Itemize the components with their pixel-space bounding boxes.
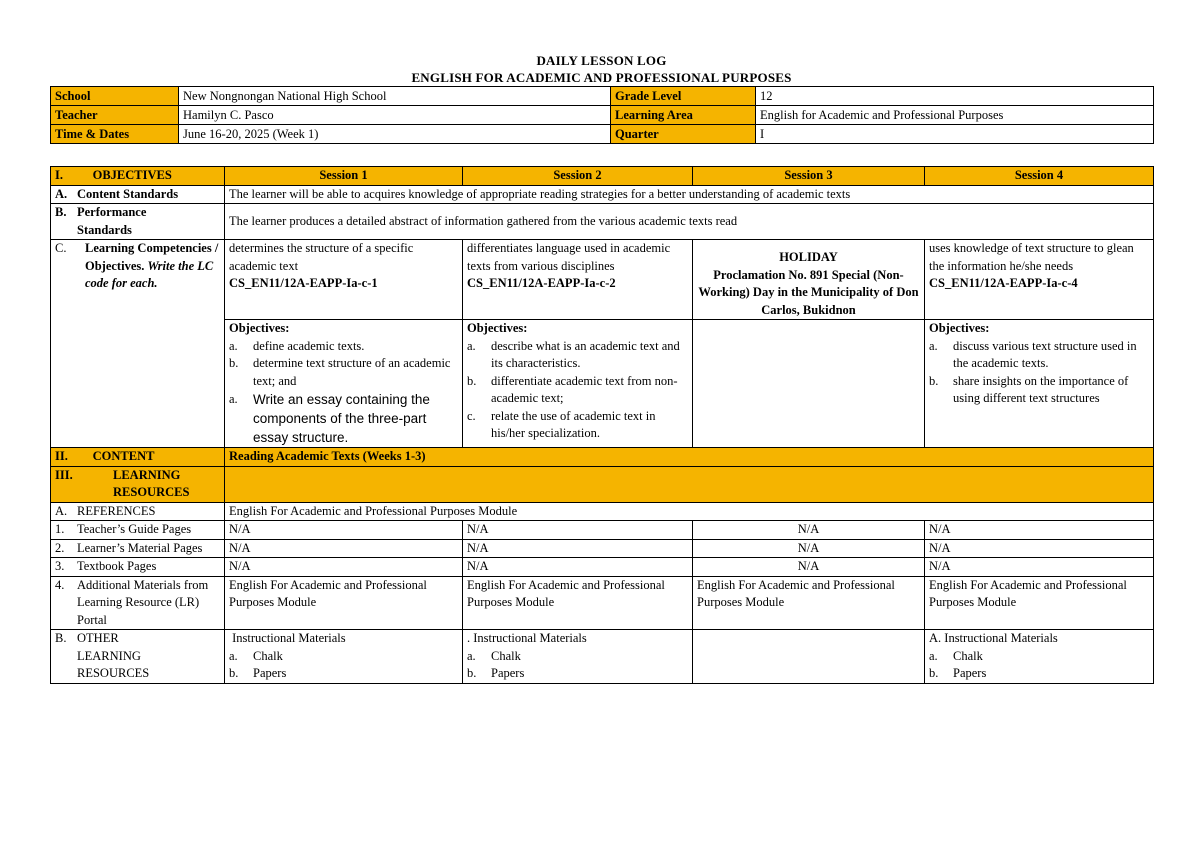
- session-1-header: Session 1: [225, 167, 463, 186]
- performance-standards-text: The learner produces a detailed abstract of information gathered from the various academic texts read: [225, 204, 1154, 240]
- list-item: b. Papers: [929, 666, 987, 680]
- quarter-value: I: [756, 125, 1154, 144]
- competency-session-4: uses knowledge of text structure to glean the information he/she needs CS_EN11/12A-EAPP-Ia-c-4: [925, 240, 1154, 320]
- content-standards-row: [51, 185, 1154, 204]
- list-item: a. Write an essay containing the components of the three-part essay structure.: [229, 392, 430, 445]
- additional-materials-row: [51, 576, 1154, 630]
- content-label: II. CONTENT: [51, 448, 225, 467]
- header-table: [50, 86, 1154, 144]
- content-text: Reading Academic Texts (Weeks 1-3): [225, 448, 1154, 467]
- list-item: b. determine text structure of an academic text; and: [229, 356, 451, 388]
- content-row: [51, 448, 1154, 467]
- document-title: [50, 52, 1153, 86]
- teacher-value: Hamilyn C. Pasco: [179, 106, 611, 125]
- school-value: New Nongnongan National High School: [179, 87, 611, 106]
- references-label: A. REFERENCES: [51, 502, 225, 521]
- lm-session-3: N/A: [693, 539, 925, 558]
- teacher-label: Teacher: [51, 106, 179, 125]
- olr-session-1: Instructional Materials a. Chalk b. Papers: [225, 630, 463, 684]
- teachers-guide-label: 1. Teacher’s Guide Pages: [51, 521, 225, 540]
- textbook-row: [51, 558, 1154, 577]
- list-item: a. describe what is an academic text and its characteristics.: [467, 338, 680, 370]
- list-item: c. relate the use of academic text in his/her specialization.: [467, 408, 656, 440]
- competency-session-1: determines the structure of a specific academic text CS_EN11/12A-EAPP-Ia-c-1: [225, 240, 463, 320]
- objectives-num: I.: [55, 168, 63, 182]
- area-value: English for Academic and Professional Purposes: [756, 106, 1154, 125]
- area-label: Learning Area: [611, 106, 756, 125]
- list-item: a. define academic texts.: [229, 338, 365, 353]
- performance-standards-row: [51, 204, 1154, 240]
- performance-standards-label: B. Performance Standards: [51, 204, 225, 240]
- olr-session-3: [693, 630, 925, 684]
- list-item: a. discuss various text structure used in the academic texts.: [929, 338, 1137, 370]
- teacher-row: [51, 106, 1154, 125]
- tb-session-1: N/A: [225, 558, 463, 577]
- olr-session-2: . Instructional Materials a. Chalk b. Papers: [463, 630, 693, 684]
- objectives-session-1: Objectives: a. define academic texts. b. determine text structure of an academic text; and a. Write an essay containing the components of the three-part essay structure.: [225, 320, 463, 448]
- teachers-guide-row: [51, 521, 1154, 540]
- olr-session-4: A. Instructional Materials a. Chalk b. Papers: [925, 630, 1154, 684]
- lm-session-1: N/A: [225, 539, 463, 558]
- tg-session-2: N/A: [463, 521, 693, 540]
- lm-session-2: N/A: [463, 539, 693, 558]
- other-resources-label: B. OTHER LEARNING RESOURCES: [51, 630, 225, 684]
- learning-resources-label: III. LEARNING RESOURCES: [51, 466, 225, 502]
- learning-resources-empty: [225, 466, 1154, 502]
- lesson-table: [50, 166, 1154, 684]
- school-label: School: [51, 87, 179, 106]
- session-3-header: Session 3: [693, 167, 925, 186]
- list-item: b. Papers: [467, 666, 525, 680]
- learning-resources-row: [51, 466, 1154, 502]
- tg-session-1: N/A: [225, 521, 463, 540]
- lesson-log-page: [50, 52, 1153, 684]
- additional-materials-label: 4. Additional Materials from Learning Resource (LR) Portal: [51, 576, 225, 630]
- tg-session-4: N/A: [925, 521, 1154, 540]
- other-resources-row: [51, 630, 1154, 684]
- competency-session-2: differentiates language used in academic texts from various disciplines CS_EN11/12A-EAPP-Ia-c-2: [463, 240, 693, 320]
- objectives-label: I. OBJECTIVES: [51, 167, 225, 186]
- content-standards-text: The learner will be able to acquires knowledge of appropriate reading strategies for a better understanding of academic texts: [225, 185, 1154, 204]
- session-4-header: Session 4: [925, 167, 1154, 186]
- competency-session-3: HOLIDAY Proclamation No. 891 Special (Non-Working) Day in the Municipality of Don Carlos, Bukidnon: [693, 240, 925, 320]
- school-row: [51, 87, 1154, 106]
- content-standards-label: A. Content Standards: [51, 185, 225, 204]
- am-session-1: English For Academic and Professional Purposes Module: [225, 576, 463, 630]
- objectives-header-row: [51, 167, 1154, 186]
- tb-session-4: N/A: [925, 558, 1154, 577]
- holiday-label: HOLIDAY: [779, 250, 838, 264]
- learners-material-label: 2. Learner’s Material Pages: [51, 539, 225, 558]
- time-row: [51, 125, 1154, 144]
- tb-session-3: N/A: [693, 558, 925, 577]
- learners-material-row: [51, 539, 1154, 558]
- list-item: b. differentiate academic text from non-academic text;: [467, 373, 678, 405]
- objectives-session-4: Objectives: a. discuss various text structure used in the academic texts. b. share insights on the importance of using different text structures: [925, 320, 1154, 448]
- references-row: [51, 502, 1154, 521]
- title-line-2: ENGLISH FOR ACADEMIC AND PROFESSIONAL PURPOSES: [411, 70, 792, 85]
- am-session-4: English For Academic and Professional Purposes Module: [925, 576, 1154, 630]
- title-line-1: DAILY LESSON LOG: [536, 53, 667, 68]
- grade-label: Grade Level: [611, 87, 756, 106]
- grade-value: 12: [756, 87, 1154, 106]
- list-item: a. Chalk: [229, 648, 283, 663]
- list-item: a. Chalk: [929, 648, 983, 663]
- quarter-label: Quarter: [611, 125, 756, 144]
- time-value: June 16-20, 2025 (Week 1): [179, 125, 611, 144]
- session-2-header: Session 2: [463, 167, 693, 186]
- textbook-label: 3. Textbook Pages: [51, 558, 225, 577]
- lm-session-4: N/A: [925, 539, 1154, 558]
- tg-session-3: N/A: [693, 521, 925, 540]
- list-item: b. share insights on the importance of using different text structures: [929, 373, 1129, 405]
- list-item: a. Chalk: [467, 648, 521, 663]
- time-label: Time & Dates: [51, 125, 179, 144]
- am-session-2: English For Academic and Professional Purposes Module: [463, 576, 693, 630]
- competencies-row: [51, 240, 1154, 320]
- am-session-3: English For Academic and Professional Purposes Module: [693, 576, 925, 630]
- tb-session-2: N/A: [463, 558, 693, 577]
- objectives-session-2: Objectives: a. describe what is an academic text and its characteristics. b. differentiate academic text from non-academic text; c. relate the use of academic text in his/her specialization.: [463, 320, 693, 448]
- competencies-label: C. Learning Competencies / Objectives. Write the LC code for each.: [51, 240, 225, 448]
- objectives-session-3: [693, 320, 925, 448]
- references-text: English For Academic and Professional Purposes Module: [225, 502, 1154, 521]
- list-item: b. Papers: [229, 666, 287, 680]
